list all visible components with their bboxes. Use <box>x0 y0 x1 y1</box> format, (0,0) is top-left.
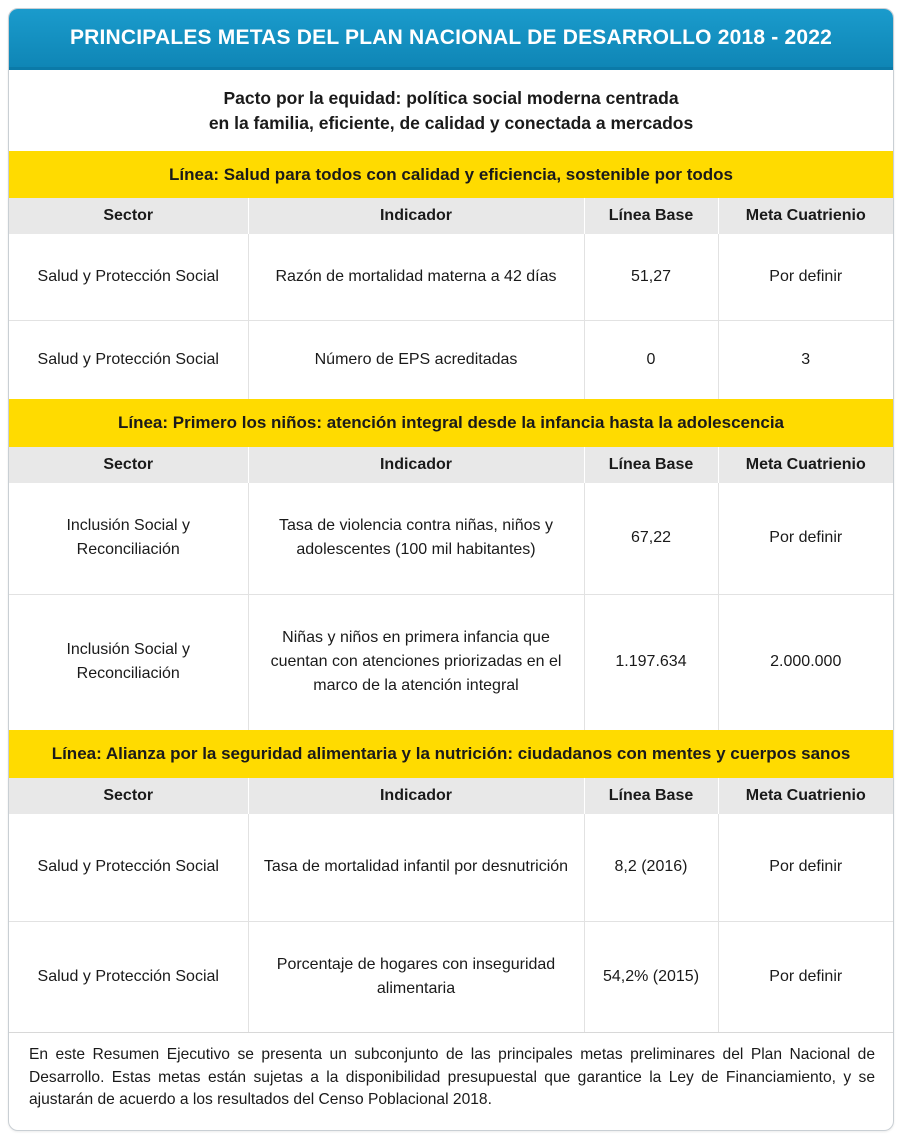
cell-meta: Por definir <box>718 921 893 1032</box>
goals-table <box>9 198 893 399</box>
cell-indicador: Razón de mortalidad materna a 42 días <box>248 234 584 320</box>
table-row <box>9 234 893 320</box>
goals-card <box>8 8 894 1131</box>
cell-meta: Por definir <box>718 814 893 921</box>
header-indicador: Indicador <box>248 198 584 234</box>
header-linea-base: Línea Base <box>584 198 718 234</box>
cell-sector: Inclusión Social y Reconciliación <box>9 483 248 594</box>
header-meta: Meta Cuatrienio <box>718 447 893 483</box>
page-title: PRINCIPALES METAS DEL PLAN NACIONAL DE DESARROLLO 2018 - 2022 <box>9 9 893 70</box>
header-linea-base: Línea Base <box>584 447 718 483</box>
cell-linea-base: 51,27 <box>584 234 718 320</box>
cell-indicador: Tasa de violencia contra niñas, niños y adolescentes (100 mil habitantes) <box>248 483 584 594</box>
header-linea-base: Línea Base <box>584 778 718 814</box>
table-header-row <box>9 778 893 814</box>
cell-meta: 2.000.000 <box>718 594 893 730</box>
table-header-row <box>9 198 893 234</box>
table-row <box>9 921 893 1032</box>
cell-indicador: Niñas y niños en primera infancia que cuentan con atenciones priorizadas en el marco de la atención integral <box>248 594 584 730</box>
header-indicador: Indicador <box>248 447 584 483</box>
section-line-band: Línea: Primero los niños: atención integral desde la infancia hasta la adolescencia <box>9 399 893 447</box>
section-line-band: Línea: Alianza por la seguridad alimentaria y la nutrición: ciudadanos con mentes y cuerpos sanos <box>9 730 893 778</box>
cell-sector: Inclusión Social y Reconciliación <box>9 594 248 730</box>
cell-meta: Por definir <box>718 483 893 594</box>
header-sector: Sector <box>9 778 248 814</box>
table-header-row <box>9 447 893 483</box>
cell-sector: Salud y Protección Social <box>9 234 248 320</box>
cell-sector: Salud y Protección Social <box>9 320 248 399</box>
cell-indicador: Número de EPS acreditadas <box>248 320 584 399</box>
cell-linea-base: 54,2% (2015) <box>584 921 718 1032</box>
header-sector: Sector <box>9 447 248 483</box>
pact-line-2: en la familia, eficiente, de calidad y conectada a mercados <box>208 112 694 133</box>
cell-linea-base: 8,2 (2016) <box>584 814 718 921</box>
cell-meta: Por definir <box>718 234 893 320</box>
pact-heading <box>9 70 893 151</box>
goals-table <box>9 778 893 1032</box>
cell-linea-base: 67,22 <box>584 483 718 594</box>
table-row <box>9 814 893 921</box>
pact-line-1: Pacto por la equidad: política social moderna centrada <box>223 87 679 108</box>
header-sector: Sector <box>9 198 248 234</box>
cell-indicador: Porcentaje de hogares con inseguridad alimentaria <box>248 921 584 1032</box>
section-line-band: Línea: Salud para todos con calidad y eficiencia, sostenible por todos <box>9 151 893 198</box>
cell-sector: Salud y Protección Social <box>9 921 248 1032</box>
cell-indicador: Tasa de mortalidad infantil por desnutrición <box>248 814 584 921</box>
table-row <box>9 320 893 399</box>
footnote: En este Resumen Ejecutivo se presenta un subconjunto de las principales metas preliminares del Plan Nacional de Desarrollo. Estas metas están sujetas a la disponibilidad presupuestal que garantice la Ley de Financiamiento, y se ajustarán de acuerdo a los resultados del Censo Poblacional 2018. <box>9 1032 893 1112</box>
header-meta: Meta Cuatrienio <box>718 778 893 814</box>
cell-linea-base: 0 <box>584 320 718 399</box>
table-row <box>9 594 893 730</box>
header-indicador: Indicador <box>248 778 584 814</box>
cell-meta: 3 <box>718 320 893 399</box>
header-meta: Meta Cuatrienio <box>718 198 893 234</box>
cell-sector: Salud y Protección Social <box>9 814 248 921</box>
table-row <box>9 483 893 594</box>
cell-linea-base: 1.197.634 <box>584 594 718 730</box>
goals-table <box>9 447 893 730</box>
